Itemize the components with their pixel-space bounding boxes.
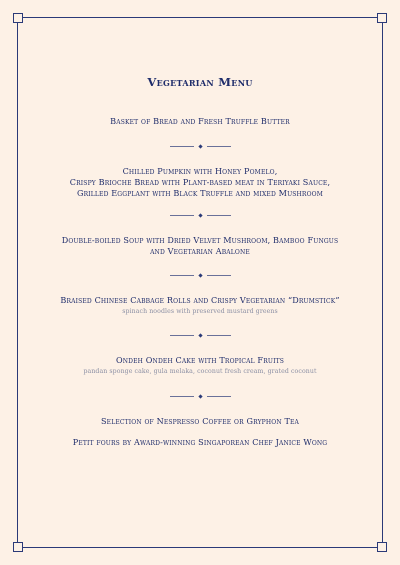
course-starter-line: Grilled Eggplant with Black Truffle and mixed Mushroom bbox=[76, 188, 324, 198]
corner-ornament bbox=[377, 13, 387, 23]
course-starter bbox=[20, 166, 380, 199]
course-coffee: Selection of Nespresso Coffee or Gryphon Tea bbox=[100, 416, 300, 426]
corner-ornament bbox=[13, 542, 23, 552]
section-divider bbox=[0, 272, 400, 278]
section-divider bbox=[0, 212, 400, 218]
section-divider bbox=[0, 393, 400, 399]
course-bread: Basket of Bread and Fresh Truffle Butter bbox=[110, 116, 290, 126]
course-dessert bbox=[20, 355, 380, 377]
course-starter-line: Crispy Brioche Bread with Plant-based meat in Teriyaki Sauce, bbox=[69, 177, 331, 187]
section-divider bbox=[0, 143, 400, 149]
section-divider bbox=[0, 332, 400, 338]
course-soup-line: and Vegetarian Abalone bbox=[150, 246, 250, 256]
course-main-name: Braised Chinese Cabbage Rolls and Crispy Vegetarian “Drumstick” bbox=[60, 295, 340, 305]
course-dessert-name: Ondeh Ondeh Cake with Tropical Fruits bbox=[115, 355, 284, 365]
course-petit-fours: Petit fours by Award-winning Singaporean Chef Janice Wong bbox=[72, 437, 328, 447]
course-main bbox=[20, 295, 380, 317]
course-dessert-description: pandan sponge cake, gula melaka, coconut fresh cream, grated coconut bbox=[83, 368, 317, 375]
menu-title: Vegetarian Menu bbox=[147, 75, 253, 89]
course-soup bbox=[20, 235, 380, 257]
page-border bbox=[17, 17, 383, 548]
course-starter-line: Chilled Pumpkin with Honey Pomelo, bbox=[122, 166, 278, 176]
course-main-description: spinach noodles with preserved mustard greens bbox=[122, 308, 278, 315]
course-soup-line: Double-boiled Soup with Dried Velvet Mushroom, Bamboo Fungus bbox=[61, 235, 339, 245]
